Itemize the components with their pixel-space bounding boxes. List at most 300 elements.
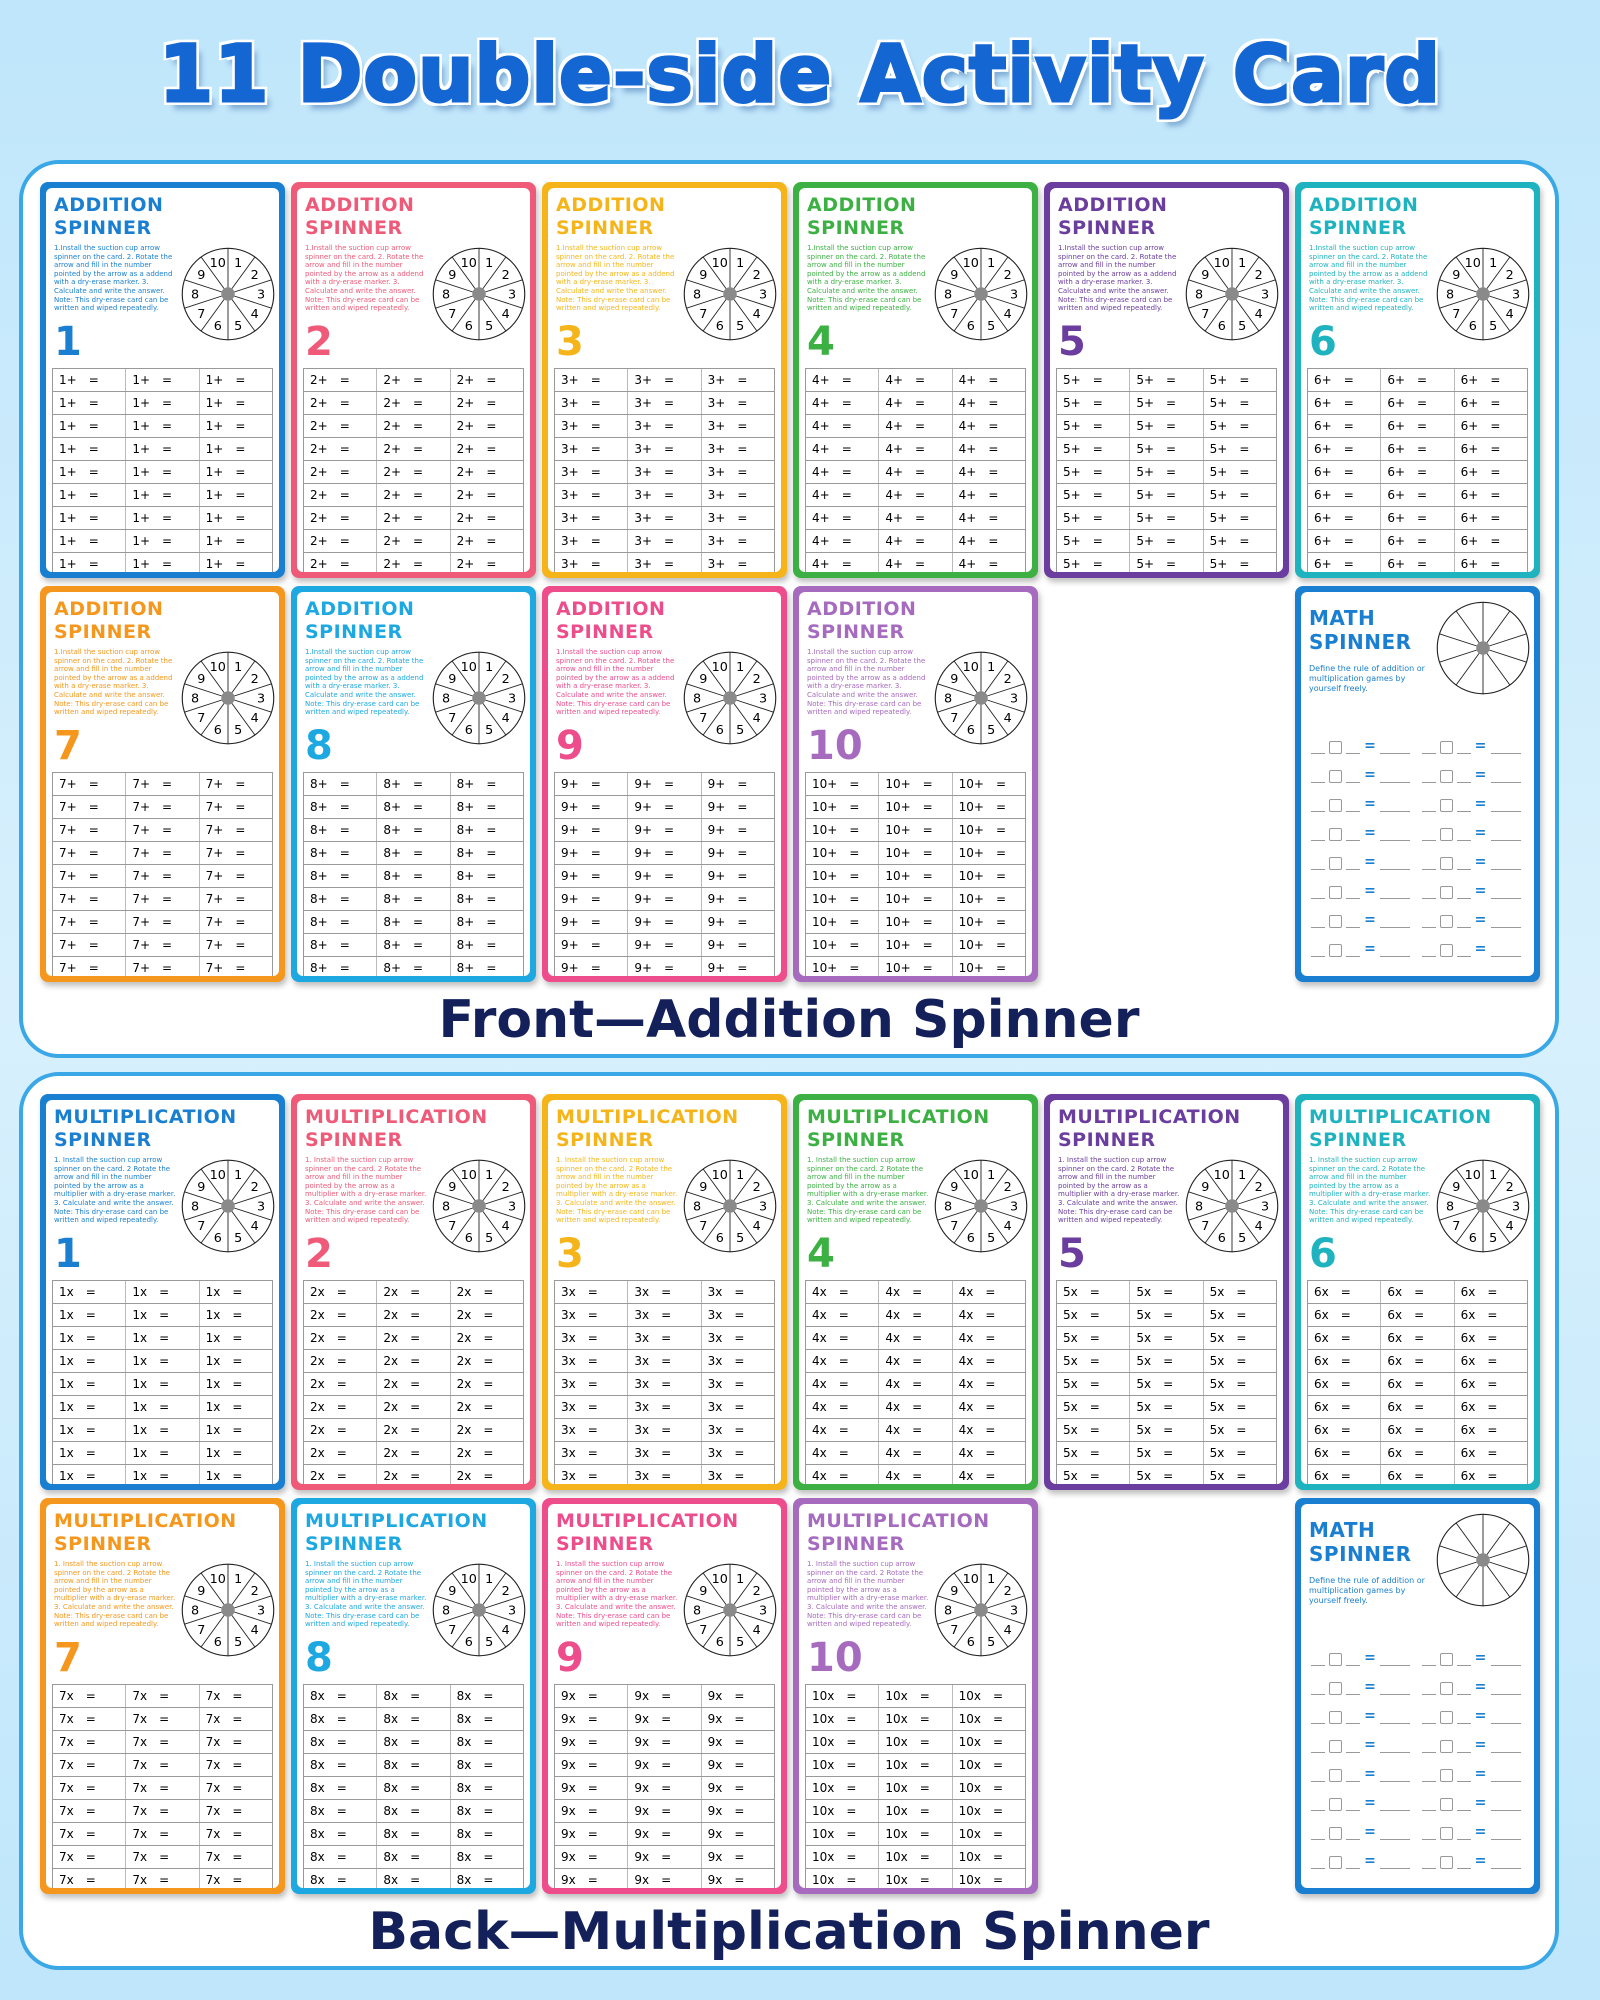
card-number: 3 <box>556 1231 584 1277</box>
operand: 5+ <box>1136 396 1155 410</box>
wheel-number: 3 <box>758 1199 768 1215</box>
equals-sign: = <box>993 1735 1004 1749</box>
operand: 9+ <box>634 938 653 952</box>
wheel-number: 1 <box>987 1168 996 1184</box>
card-instructions: 1. Install the suction cup arrow spinner on the card. 2 Rotate the arrow and fill in the number pointed by the arrow as a multiplier with a dry-erase marker. 3. Calculate and write the answer. Note: This dry-erase card can be written and wiped repeatedly. <box>1309 1156 1431 1225</box>
equals-sign: = <box>413 419 424 433</box>
equation-cell <box>1381 553 1454 572</box>
operand: 10x <box>812 1873 835 1887</box>
wheel-number: 4 <box>1003 1218 1012 1234</box>
equals-sign: = <box>1490 465 1501 479</box>
wheel-number: 5 <box>234 1230 243 1246</box>
equals-sign: = <box>410 1781 421 1795</box>
table-row <box>53 438 272 461</box>
equation-cell <box>628 934 701 956</box>
equation-table <box>52 1280 273 1484</box>
equals-sign: = <box>587 1712 598 1726</box>
blank-equation-row <box>1307 1702 1528 1724</box>
blank-line <box>1457 898 1471 899</box>
operand: 1+ <box>205 373 224 387</box>
equation-cell <box>953 1281 1025 1303</box>
equals-sign: = <box>486 534 497 548</box>
equation-cell <box>1455 484 1527 506</box>
table-row <box>555 934 774 957</box>
operand: 1x <box>132 1377 148 1391</box>
operand: 8+ <box>383 800 402 814</box>
equation-cell <box>451 1823 523 1845</box>
equals-sign: = <box>734 1850 745 1864</box>
operand: 8+ <box>456 777 475 791</box>
equation-cell <box>126 773 199 795</box>
equation-cell <box>304 1304 377 1326</box>
equals-sign: = <box>1364 854 1376 870</box>
operand: 9x <box>707 1804 723 1818</box>
table-row <box>806 1327 1025 1350</box>
equation-cell <box>451 392 523 414</box>
blank-box <box>1329 741 1342 754</box>
equals-sign: = <box>159 1781 170 1795</box>
operand: 9+ <box>561 777 579 791</box>
equals-sign: = <box>1236 1377 1247 1391</box>
equation-table <box>1056 368 1277 572</box>
wheel-number: 1 <box>736 660 745 676</box>
blank-line <box>1311 1665 1325 1666</box>
equation-cell <box>304 392 377 414</box>
equation-cell <box>1455 1281 1527 1303</box>
equation-cell <box>53 796 126 818</box>
operand: 6+ <box>1314 442 1332 456</box>
front-card-10 <box>793 586 1038 982</box>
operand: 2x <box>456 1285 472 1299</box>
equation-cell <box>200 507 272 529</box>
equals-sign: = <box>1490 419 1501 433</box>
operand: 10x <box>885 1689 908 1703</box>
equals-sign: = <box>846 1804 857 1818</box>
equation-cell <box>1308 507 1381 529</box>
equals-sign: = <box>1239 419 1250 433</box>
table-row <box>806 1846 1025 1869</box>
equation-cell <box>953 553 1025 572</box>
equation-cell <box>377 1373 450 1395</box>
equation-cell <box>628 1350 701 1372</box>
back-card-10 <box>793 1498 1038 1894</box>
blank-box <box>1329 857 1342 870</box>
wheel-number: 7 <box>699 1218 708 1234</box>
equation-cell <box>126 415 199 437</box>
table-row <box>304 1869 523 1888</box>
operand: 3+ <box>707 419 726 433</box>
operand: 6x <box>1314 1285 1329 1299</box>
equation-cell <box>806 1373 879 1395</box>
table-row <box>806 1754 1025 1777</box>
equals-sign: = <box>664 892 675 906</box>
operand: 5+ <box>1209 373 1228 387</box>
equals-sign: = <box>995 846 1007 860</box>
wheel-number: 3 <box>507 691 517 707</box>
wheel-number: 4 <box>1505 306 1514 322</box>
equation-cell <box>200 461 272 483</box>
table-row <box>806 842 1025 865</box>
card-body <box>548 188 781 572</box>
equals-sign: = <box>88 892 99 906</box>
equation-cell <box>53 507 126 529</box>
equation-cell <box>555 1708 628 1730</box>
equation-table <box>805 368 1026 572</box>
operand: 1x <box>132 1285 148 1299</box>
equation-cell <box>806 1419 879 1441</box>
equals-sign: = <box>915 419 926 433</box>
wheel-number: 3 <box>507 1603 517 1619</box>
table-row <box>1057 553 1276 572</box>
equals-sign: = <box>734 1400 745 1414</box>
equation-cell <box>1057 1396 1130 1418</box>
equals-sign: = <box>1340 1469 1351 1483</box>
equation-cell <box>200 819 272 841</box>
equation-cell <box>126 911 199 933</box>
blank-equation <box>1307 1650 1418 1666</box>
operand: 5x <box>1209 1400 1225 1414</box>
equation-cell <box>702 1777 774 1799</box>
card-title-line1: ADDITION <box>807 598 917 620</box>
table-row <box>304 1327 523 1350</box>
answer-line <box>1491 869 1521 870</box>
wheel-number: 7 <box>950 306 959 322</box>
equation-cell <box>53 369 126 391</box>
operand: 8+ <box>456 846 475 860</box>
equals-sign: = <box>912 1377 923 1391</box>
operand: 10x <box>885 1781 908 1795</box>
equation-cell <box>555 773 628 795</box>
equation-cell <box>879 1800 952 1822</box>
equals-sign: = <box>1343 465 1354 479</box>
table-row <box>304 1396 523 1419</box>
equation-cell <box>702 1869 774 1888</box>
equals-sign: = <box>661 1400 672 1414</box>
equation-cell <box>126 1396 199 1418</box>
operand: 1x <box>132 1354 148 1368</box>
equation-cell <box>1308 1327 1381 1349</box>
equals-sign: = <box>336 1308 347 1322</box>
equals-sign: = <box>486 511 497 525</box>
equation-cell <box>806 842 879 864</box>
operand: 5x <box>1209 1423 1225 1437</box>
equals-sign: = <box>410 1689 421 1703</box>
equals-sign: = <box>919 1689 930 1703</box>
blank-equation <box>1418 941 1529 957</box>
equals-sign: = <box>1163 1446 1174 1460</box>
answer-line <box>1491 753 1521 754</box>
equals-sign: = <box>1474 912 1487 928</box>
equals-sign: = <box>915 465 926 479</box>
blank-line <box>1346 956 1360 957</box>
equals-sign: = <box>737 511 748 525</box>
equals-sign: = <box>410 1446 421 1460</box>
table-row <box>304 1419 523 1442</box>
equals-sign: = <box>410 1285 421 1299</box>
back-card-3 <box>542 1094 787 1490</box>
equation-cell <box>555 1373 628 1395</box>
operand: 9x <box>707 1712 723 1726</box>
table-row <box>555 553 774 572</box>
equals-sign: = <box>486 442 497 456</box>
wheel-number: 3 <box>758 1603 768 1619</box>
operand: 7x <box>205 1712 221 1726</box>
equals-sign: = <box>841 419 852 433</box>
equation-cell <box>304 553 377 572</box>
table-row <box>304 796 523 819</box>
card-body <box>46 1504 279 1888</box>
operand: 10x <box>812 1804 835 1818</box>
table-row <box>304 1800 523 1823</box>
equals-sign: = <box>1163 1285 1174 1299</box>
equation-cell <box>555 842 628 864</box>
wheel-number: 5 <box>736 1230 745 1246</box>
equals-sign: = <box>162 846 173 860</box>
operand: 7+ <box>205 938 224 952</box>
equals-sign: = <box>162 465 173 479</box>
operand: 3x <box>634 1423 650 1437</box>
operand: 1x <box>132 1446 148 1460</box>
blank-line <box>1422 782 1436 783</box>
card-title <box>54 598 163 644</box>
operand: 7x <box>205 1850 221 1864</box>
equals-sign: = <box>159 1285 170 1299</box>
equation-cell <box>953 796 1025 818</box>
wheel-number: 8 <box>943 287 953 303</box>
operand: 1+ <box>132 488 151 502</box>
equals-sign: = <box>590 511 601 525</box>
equation-cell <box>200 1304 272 1326</box>
table-row <box>53 1327 272 1350</box>
equals-sign: = <box>413 396 424 410</box>
equals-sign: = <box>410 1423 421 1437</box>
equals-sign: = <box>590 373 601 387</box>
equation-cell <box>702 1685 774 1707</box>
operand: 7+ <box>59 800 77 814</box>
operand: 2+ <box>383 557 402 571</box>
operand: 10x <box>812 1850 835 1864</box>
table-row <box>1057 1281 1276 1304</box>
equation-cell <box>1455 392 1527 414</box>
operand: 4+ <box>958 396 977 410</box>
blank-line <box>1422 1810 1436 1811</box>
table-row <box>806 819 1025 842</box>
operand: 3x <box>634 1446 650 1460</box>
table-row <box>304 461 523 484</box>
answer-line <box>1491 840 1521 841</box>
wheel-number: 4 <box>1003 1622 1012 1638</box>
equation-cell <box>879 957 952 976</box>
operand: 6x <box>1387 1423 1403 1437</box>
table-row <box>1057 392 1276 415</box>
equation-cell <box>304 957 377 976</box>
equation-cell <box>451 1373 523 1395</box>
table-row <box>806 1396 1025 1419</box>
blank-equation <box>1418 912 1529 928</box>
wheel-number: 7 <box>1201 1218 1210 1234</box>
equals-sign: = <box>410 1712 421 1726</box>
equals-sign: = <box>1474 1650 1487 1666</box>
equation-cell <box>53 842 126 864</box>
equation-cell <box>953 1823 1025 1845</box>
wheel-number: 7 <box>197 1622 206 1638</box>
equation-cell <box>879 1373 952 1395</box>
equals-sign: = <box>664 511 675 525</box>
operand: 10+ <box>812 777 838 791</box>
card-title-line1: MULTIPLICATION <box>556 1106 739 1128</box>
equals-sign: = <box>88 488 99 502</box>
operand: 10x <box>958 1873 982 1887</box>
equals-sign: = <box>841 557 852 571</box>
answer-line <box>1491 1810 1521 1811</box>
equation-cell <box>126 392 199 414</box>
table-row <box>53 1442 272 1465</box>
card-body <box>548 1100 781 1484</box>
equation-cell <box>1204 369 1276 391</box>
equation-cell <box>1381 1304 1454 1326</box>
equals-sign: = <box>1166 511 1177 525</box>
equation-table <box>554 772 775 976</box>
wheel-number: 8 <box>190 691 200 707</box>
card-title-line2: SPINNER <box>556 621 654 643</box>
blank-equation <box>1307 1795 1418 1811</box>
table-row <box>53 1800 272 1823</box>
operand: 1+ <box>132 511 151 525</box>
card-title-line1: MULTIPLICATION <box>305 1106 488 1128</box>
blank-line <box>1346 1694 1360 1695</box>
equation-cell <box>628 1419 701 1441</box>
equals-sign: = <box>162 511 173 525</box>
equation-cell <box>806 1350 879 1372</box>
operand: 6+ <box>1314 557 1332 571</box>
equals-sign: = <box>339 442 350 456</box>
blank-equation <box>1307 1824 1418 1840</box>
equation-cell <box>1204 530 1276 552</box>
card-number: 6 <box>1309 319 1337 365</box>
card-instructions: 1. Install the suction cup arrow spinner on the card. 2 Rotate the arrow and fill in the number pointed by the arrow as a multiplier with a dry-erase marker. 3. Calculate and write the answer. Note: This dry-erase card can be written and wiped repeatedly. <box>556 1560 678 1629</box>
equals-sign: = <box>486 938 497 952</box>
wheel-number: 3 <box>1009 287 1019 303</box>
wheel-number: 2 <box>250 1584 259 1600</box>
operand: 9+ <box>707 938 726 952</box>
blank-line <box>1422 1665 1436 1666</box>
equation-cell <box>702 1800 774 1822</box>
operand: 1x <box>205 1400 221 1414</box>
operand: 10+ <box>885 777 911 791</box>
answer-line <box>1491 811 1521 812</box>
answer-line <box>1380 811 1410 812</box>
blank-line <box>1311 811 1325 812</box>
equals-sign: = <box>988 488 999 502</box>
equation-cell <box>451 1281 523 1303</box>
operand: 5+ <box>1209 442 1228 456</box>
operand: 5+ <box>1209 465 1228 479</box>
equation-cell <box>702 1350 774 1372</box>
equation-cell <box>451 1465 523 1484</box>
operand: 8x <box>310 1735 325 1749</box>
equals-sign: = <box>838 1377 849 1391</box>
table-row <box>53 1846 272 1869</box>
operand: 1x <box>132 1308 148 1322</box>
operand: 1+ <box>132 534 151 548</box>
blank-equation <box>1418 1650 1529 1666</box>
operand: 5x <box>1136 1285 1152 1299</box>
answer-line <box>1380 1723 1410 1724</box>
wheel-number: 1 <box>1489 1168 1498 1184</box>
equation-cell <box>377 796 450 818</box>
table-row <box>806 773 1025 796</box>
card-number: 1 <box>54 319 82 365</box>
card-title <box>1058 194 1167 240</box>
table-row <box>555 796 774 819</box>
equation-cell <box>1057 553 1130 572</box>
table-row <box>304 369 523 392</box>
card-body <box>1301 188 1534 572</box>
operand: 2x <box>383 1469 399 1483</box>
operand: 3+ <box>634 465 653 479</box>
equals-sign: = <box>336 1285 347 1299</box>
equation-cell <box>126 1800 199 1822</box>
blank-box <box>1440 770 1453 783</box>
equals-sign: = <box>985 1469 996 1483</box>
equation-cell <box>1057 1465 1130 1484</box>
equals-sign: = <box>737 557 748 571</box>
blank-line <box>1422 753 1436 754</box>
equals-sign: = <box>1414 1446 1425 1460</box>
equation-cell <box>1204 1419 1276 1441</box>
operand: 10+ <box>958 938 984 952</box>
table-row <box>1057 369 1276 392</box>
wheel-number: 10 <box>962 1572 979 1588</box>
operand: 1+ <box>59 373 77 387</box>
equals-sign: = <box>162 534 173 548</box>
equation-cell <box>953 507 1025 529</box>
equals-sign: = <box>1166 557 1177 571</box>
table-row <box>1057 1327 1276 1350</box>
equation-cell <box>555 1800 628 1822</box>
operand: 3x <box>707 1377 723 1391</box>
blank-line <box>1457 753 1471 754</box>
equals-sign: = <box>339 373 350 387</box>
equation-cell <box>1130 530 1203 552</box>
table-row <box>555 461 774 484</box>
equation-cell <box>879 1754 952 1776</box>
equals-sign: = <box>232 1689 243 1703</box>
operand: 5x <box>1063 1331 1078 1345</box>
operand: 6x <box>1387 1308 1403 1322</box>
blank-equation-row <box>1307 877 1528 899</box>
equation-cell <box>53 1708 126 1730</box>
equation-cell <box>1130 1442 1203 1464</box>
equation-cell <box>200 957 272 976</box>
blank-equation-row <box>1307 819 1528 841</box>
operand: 3x <box>707 1331 723 1345</box>
equals-sign: = <box>988 557 999 571</box>
operand: 8+ <box>310 892 328 906</box>
card-body <box>1050 188 1283 572</box>
equals-sign: = <box>336 1827 347 1841</box>
equals-sign: = <box>737 396 748 410</box>
card-title-line2: SPINNER <box>556 217 654 239</box>
operand: 6x <box>1314 1469 1329 1483</box>
card-title <box>556 1510 739 1556</box>
equation-cell <box>806 461 879 483</box>
operand: 8x <box>310 1827 325 1841</box>
equation-cell <box>1308 1281 1381 1303</box>
table-row <box>53 957 272 976</box>
table-row <box>555 1731 774 1754</box>
operand: 3x <box>561 1308 576 1322</box>
